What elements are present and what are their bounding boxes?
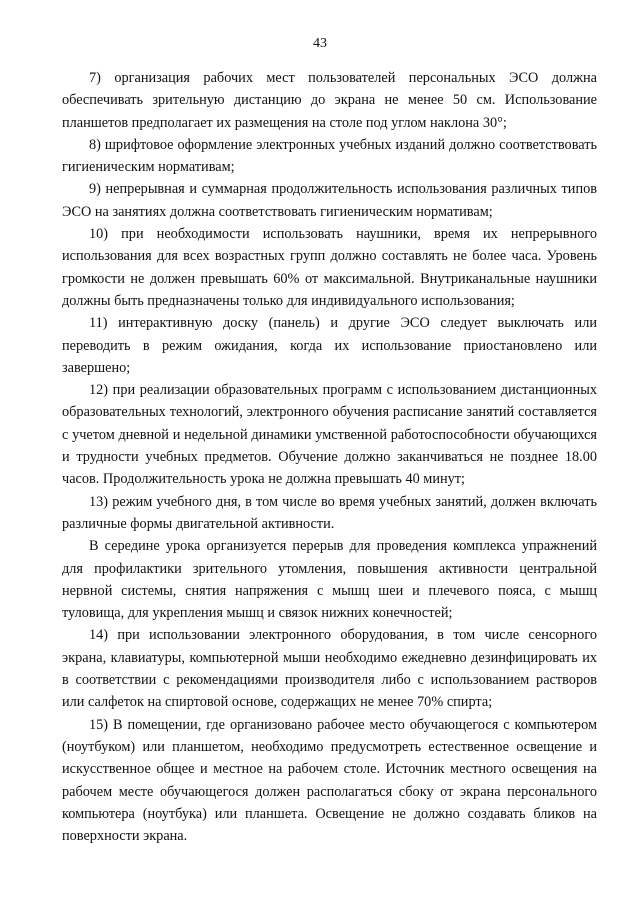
paragraph-12: 12) при реализации образовательных программ с использованием дистанционных образовательных технологий, электронного обучения расписание занятий составляется с учетом дневной и недельной динамики умственной работоспособности обучающихся и трудности учебных предметов. Обучение должно заканчиваться не позднее 18.00 часов. Продолжительность урока не должна превышать 40 минут; xyxy=(62,382,597,488)
paragraph-13-continuation: В середине урока организуется перерыв для проведения комплекса упражнений для профилактики зрительного утомления, повышения активности центральной нервной системы, снятия напряжения с мышц шеи и плечевого пояса, с мышц туловища, для укрепления мышц и связок нижних конечностей; xyxy=(62,538,597,622)
paragraph-11: 11) интерактивную доску (панель) и другие ЭСО следует выключать или переводить в режим ожидания, когда их использование приостановлено или завершено; xyxy=(62,315,597,376)
paragraph-7: 7) организация рабочих мест пользователей персональных ЭСО должна обеспечивать зрительную дистанцию до экрана не менее 50 см. Использование планшетов предполагает их размещения на столе под углом наклона 30°; xyxy=(62,70,597,131)
paragraph-10: 10) при необходимости использовать наушники, время их непрерывного использования для всех возрастных групп должно составлять не более часа. Уровень громкости не должен превышать 60% от максимальной. Внутриканальные наушники должны быть предназначены только для индивидуального использования; xyxy=(62,226,597,309)
paragraph-9: 9) непрерывная и суммарная продолжительность использования различных типов ЭСО на занятиях должна соответствовать гигиеническим нормативам; xyxy=(62,181,597,220)
page-number: 43 xyxy=(313,36,327,51)
paragraph-14: 14) при использовании электронного оборудования, в том числе сенсорного экрана, клавиатуры, компьютерной мыши необходимо ежедневно дезинфицировать их в соответствии с рекомендациями производителя либо с использованием растворов или салфеток на спиртовой основе, содержащих не менее 70% спирта; xyxy=(62,627,597,711)
paragraph-13: 13) режим учебного дня, в том числе во время учебных занятий, должен включать различные формы двигательной активности. xyxy=(62,493,597,532)
paragraph-15: 15) В помещении, где организовано рабочее место обучающегося с компьютером (ноутбуком) или планшетом, необходимо предусмотреть естественное освещение и искусственное общее и местное на рабочем столе. Источник местного освещения на рабочем месте обучающегося должен располагаться сбоку от экрана персонального компьютера (ноутбука) или планшета. Освещение не должно создавать бликов на поверхности экрана. xyxy=(62,716,597,845)
paragraph-8: 8) шрифтовое оформление электронных учебных изданий должно соответствовать гигиеническим нормативам; xyxy=(62,136,597,176)
document-body xyxy=(62,67,597,847)
